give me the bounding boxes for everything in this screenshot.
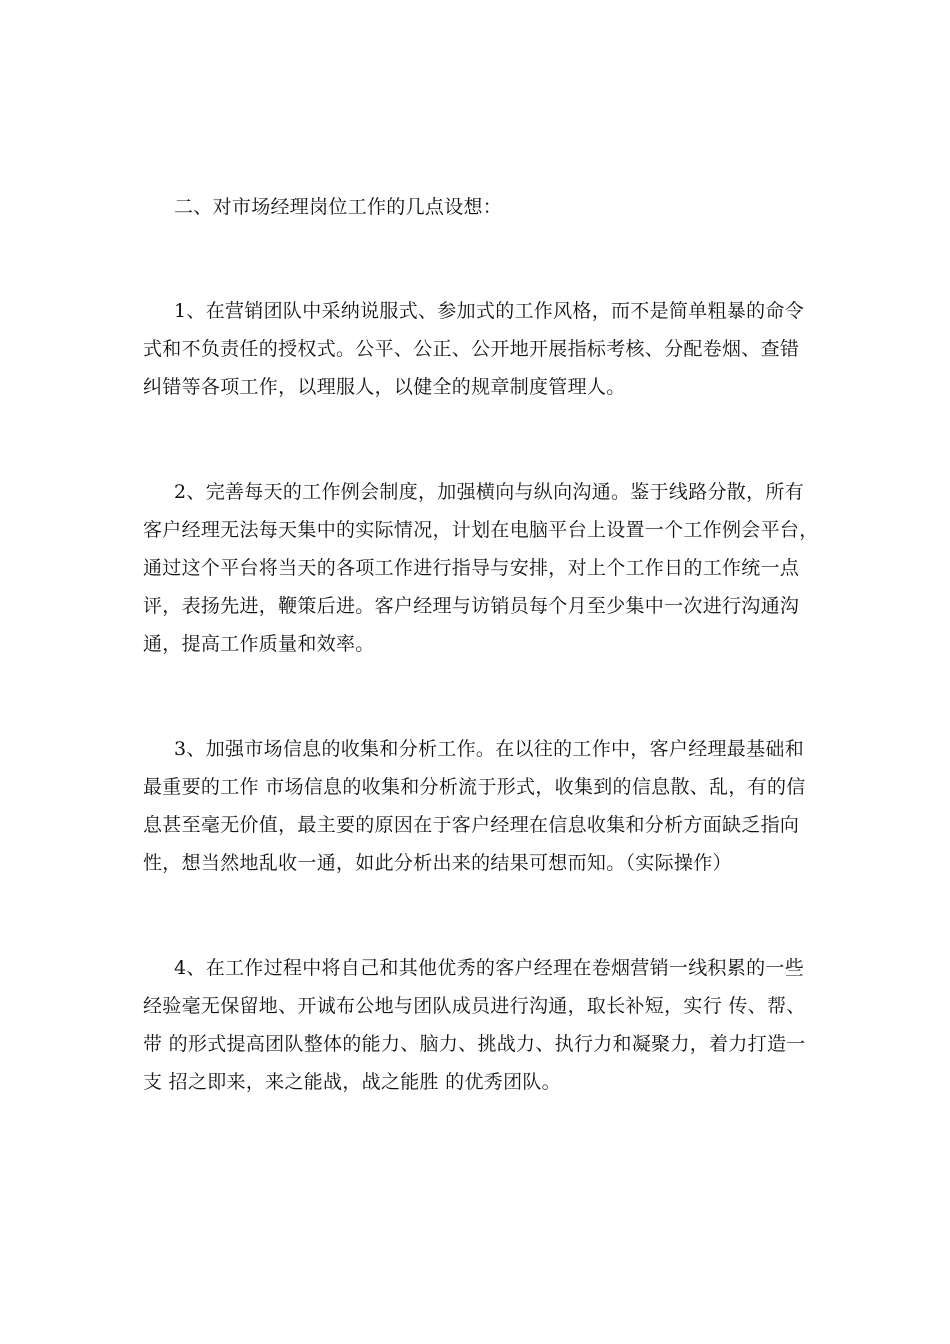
paragraph-line: 通，提高工作质量和效率。 <box>143 633 375 655</box>
paragraph-line: 1、在营销团队中采纳说服式、参加式的工作风格，而不是简单粗暴的命令 <box>174 300 804 322</box>
paragraph-line: 评，表扬先进，鞭策后进。客户经理与访销员每个月至少集中一次进行沟通沟 <box>143 595 800 617</box>
paragraph-line: 通过这个平台将当天的各项工作进行指导与安排，对上个工作日的工作统一点 <box>143 557 800 579</box>
paragraph-line: 息甚至毫无价值，最主要的原因在于客户经理在信息收集和分析方面缺乏指向 <box>143 814 800 836</box>
paragraph-line: 性，想当然地乱收一通，如此分析出来的结果可想而知。（实际操作） <box>143 852 732 874</box>
paragraph-line: 3、加强市场信息的收集和分析工作。在以往的工作中，客户经理最基础和 <box>174 738 804 760</box>
paragraph-line: 支 招之即来，来之能战，战之能胜 的优秀团队。 <box>143 1071 561 1093</box>
section-heading: 二、对市场经理岗位工作的几点设想： <box>174 196 503 218</box>
paragraph-line: 2、完善每天的工作例会制度，加强横向与纵向沟通。鉴于线路分散，所有 <box>174 481 804 503</box>
paragraph-line: 4、在工作过程中将自己和其他优秀的客户经理在卷烟营销一线积累的一些 <box>174 957 804 979</box>
paragraph-line: 纠错等各项工作，以理服人，以健全的规章制度管理人。 <box>143 376 626 398</box>
paragraph-line: 客户经理无法每天集中的实际情况，计划在电脑平台上设置一个工作例会平台， <box>143 519 819 541</box>
paragraph-line: 带 的形式提高团队整体的能力、脑力、挑战力、执行力和凝聚力，着力打造一 <box>143 1033 806 1055</box>
paragraph-line: 式和不负责任的授权式。公平、公正、公开地开展指标考核、分配卷烟、查错 <box>143 338 800 360</box>
paragraph-line: 经验毫无保留地、开诚布公地与团队成员进行沟通，取长补短，实行 传、帮、 <box>143 995 806 1017</box>
paragraph-line: 最重要的工作 市场信息的收集和分析流于形式，收集到的信息散、乱，有的信 <box>143 776 806 798</box>
